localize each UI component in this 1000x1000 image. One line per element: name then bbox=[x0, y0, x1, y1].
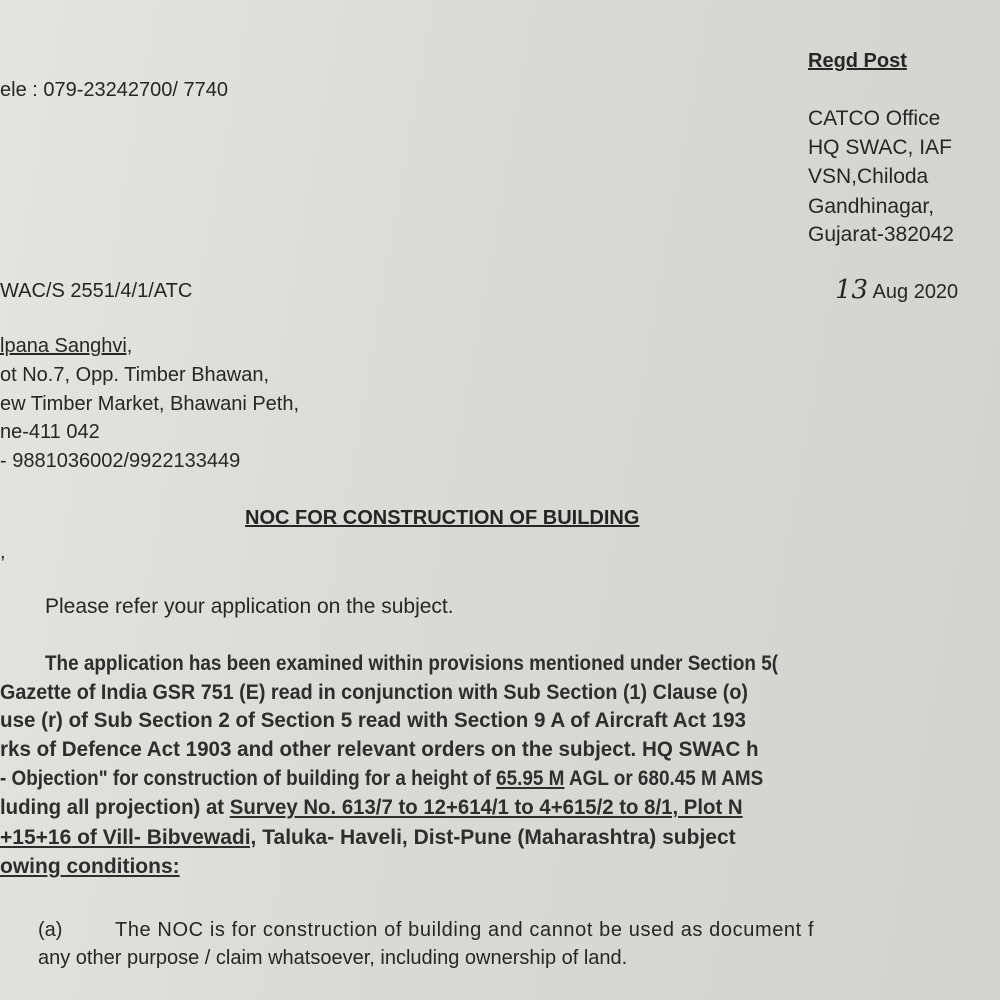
address-line: Gandhinagar, bbox=[808, 195, 935, 218]
paragraph-line: The application has been examined within provisions mentioned under Section 5( bbox=[45, 652, 779, 675]
paragraph-line bbox=[0, 826, 736, 850]
paragraph-line bbox=[0, 767, 763, 791]
plot-continued bbox=[0, 826, 256, 849]
height-agl: 65.95 M bbox=[496, 767, 565, 790]
handwritten-day: 13 bbox=[835, 275, 869, 305]
recipient-line: ew Timber Market, Bhawani Peth, bbox=[0, 393, 300, 415]
paragraph-text: Taluka- Haveli, Dist-Pune (Maharashtra) subject bbox=[256, 826, 736, 849]
survey-number: Survey No. 613/7 to 12+614/1 to 4+615/2 to 8/1, Plot N bbox=[229, 796, 743, 819]
paragraph-line: use (r) of Sub Section 2 of Section 5 read with Section 9 A of Aircraft Act 193 bbox=[0, 709, 746, 732]
condition-line: The NOC is for construction of building and cannot be used as document f bbox=[115, 919, 815, 941]
paragraph-text: AGL or 680.45 M AMS bbox=[564, 767, 764, 790]
address-line: CATCO Office bbox=[808, 107, 941, 130]
paragraph-line bbox=[0, 796, 743, 820]
paragraph-line: rks of Defence Act 1903 and other relevant orders on the subject. HQ SWAC h bbox=[0, 738, 759, 761]
paragraph-text: - Objection" for construction of building for a height of bbox=[0, 767, 497, 790]
address-line: Gujarat-382042 bbox=[808, 223, 954, 246]
regd-post-label: Regd Post bbox=[808, 50, 907, 72]
recipient-line: ot No.7, Opp. Timber Bhawan, bbox=[0, 364, 270, 386]
recipient-line: - 9881036002/9922133449 bbox=[0, 450, 241, 472]
reference-number: WAC/S 2551/4/1/ATC bbox=[0, 280, 193, 302]
paragraph-line: Gazette of India GSR 751 (E) read in conjunction with Sub Section (1) Clause (o) bbox=[0, 681, 749, 704]
telephone: ele : 079-23242700/ 7740 bbox=[0, 79, 228, 101]
plot-numbers: +15+16 bbox=[0, 826, 72, 849]
date-month-year: Aug 2020 bbox=[872, 281, 959, 303]
intro-line: Please refer your application on the subject. bbox=[45, 595, 454, 618]
condition-line: any other purpose / claim whatsoever, including ownership of land. bbox=[38, 947, 628, 969]
address-line: VSN,Chiloda bbox=[808, 165, 929, 188]
address-line: HQ SWAC, IAF bbox=[808, 136, 952, 159]
paragraph-line: owing conditions: bbox=[0, 855, 180, 878]
paragraph-text: luding all projection) at bbox=[0, 796, 230, 819]
village: of Vill- Bibvewadi, bbox=[71, 826, 257, 849]
letter-date bbox=[835, 275, 959, 305]
condition-label: (a) bbox=[38, 919, 63, 941]
recipient-name: lpana Sanghvi, bbox=[0, 335, 133, 357]
subject-heading: NOC FOR CONSTRUCTION OF BUILDING bbox=[245, 507, 640, 529]
salutation: , bbox=[0, 541, 6, 563]
recipient-line: ne-411 042 bbox=[0, 421, 100, 443]
